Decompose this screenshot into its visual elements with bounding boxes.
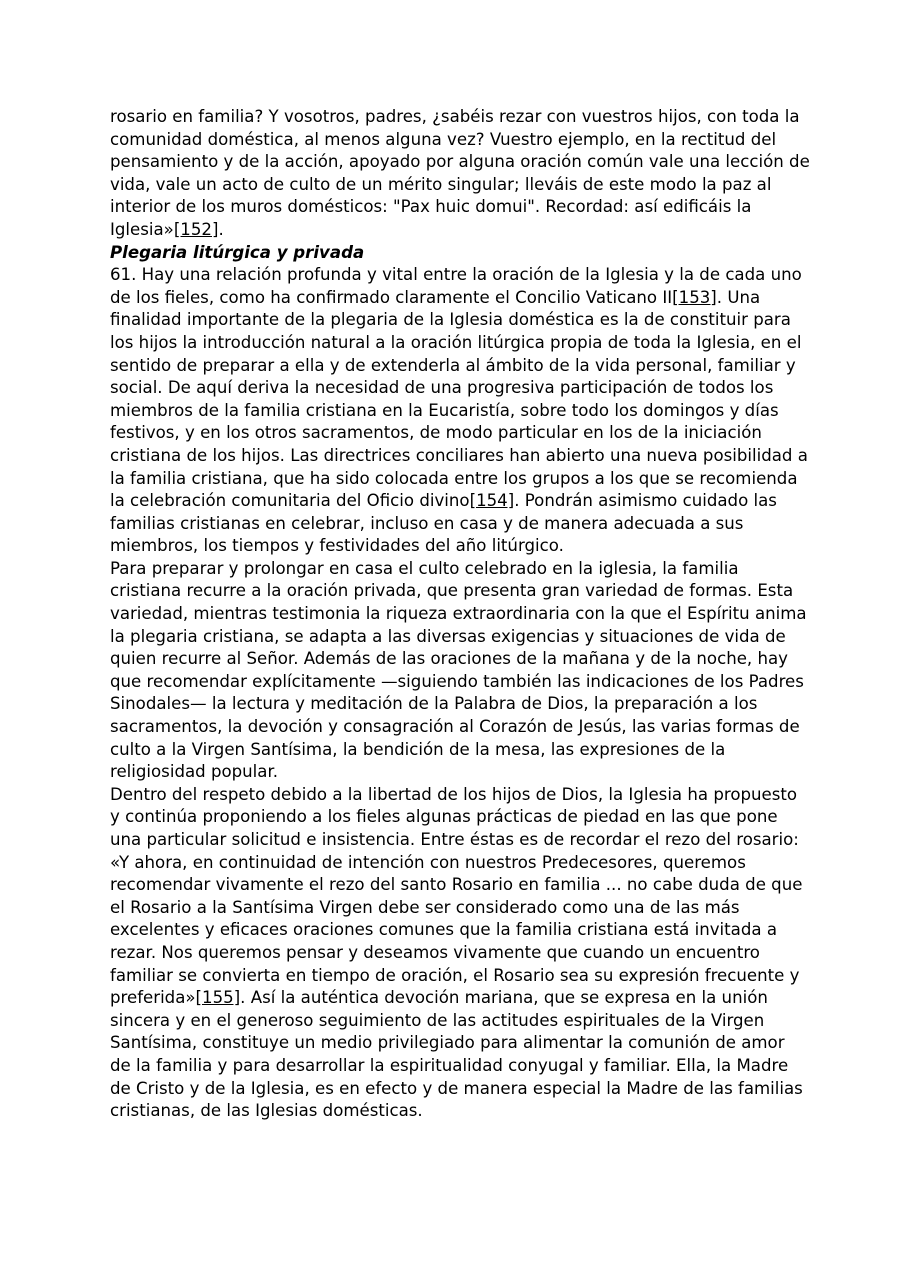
paragraph-text: . Pondrán asimismo cuidado las familias cristianas en celebrar, incluso en casa y de manera adecuada a sus miembros, los tiempos y festividades del año litúrgico. xyxy=(110,491,777,556)
footnote-link-153[interactable]: [153] xyxy=(672,287,717,307)
paragraph-text: 61. Hay una relación profunda y vital entre la oración de la Iglesia y la de cada uno de los fieles, como ha confirmado claramente el Concilio Vaticano II xyxy=(110,265,802,307)
paragraph-private-prayer xyxy=(110,558,810,784)
paragraph-text: Dentro del respeto debido a la libertad de los hijos de Dios, la Iglesia ha propuesto y continúa proponiendo a los fieles algunas prácticas de piedad en las que pone una particular solicitud e insistencia. Entre éstas es de recordar el rezo del rosario: «Y ahora, en continuidad de intención con nuestros Predecesores, queremos recomendar vivamente el rezo del santo Rosario en familia ... no cabe duda de que el Rosario a la Santísima Virgen debe ser considerado como una de las más excelentes y eficaces oraciones comunes que la familia cristiana está invitada a rezar. Nos queremos pensar y deseamos vivamente que cuando un encuentro familiar se convierta en tiempo de oración, el Rosario sea su expresión frecuente y preferida» xyxy=(110,784,803,1008)
paragraph-text: . Así la auténtica devoción mariana, que se expresa en la unión sincera y en el generoso seguimiento de las actitudes espirituales de la Virgen Santísima, constituye un medio privilegiado para alimentar la comunión de amor de la familia y para desarrollar la espiritualidad conyugal y familiar. Ella, la Madre de Cristo y de la Iglesia, es en efecto y de manera especial la Madre de las familias cristianas, de las Iglesias domésticas. xyxy=(110,988,803,1121)
paragraph-rosary-family xyxy=(110,106,810,242)
paragraph-text: rosario en familia? Y vosotros, padres, ¿sabéis rezar con vuestros hijos, con toda la comunidad doméstica, al menos alguna vez? Vuestro ejemplo, en la rectitud del pensamiento y de la acción, apoyado por alguna oración común vale una lección de vida, vale un acto de culto de un mérito singular; lleváis de este modo la paz al interior de los muros domésticos: "Pax huic domui". Recordad: así edificáis la Iglesia» xyxy=(110,107,810,239)
paragraph-text: . Una finalidad importante de la plegaria de la Iglesia doméstica es la de constituir para los hijos la introducción natural a la oración litúrgica propia de toda la Iglesia, en el sentido de preparar a ella y de extenderla al ámbito de la vida personal, familiar y social. De aquí deriva la necesidad de una progresiva participación de todos los miembros de la familia cristiana en la Eucaristía, sobre todo los domingos y días festivos, y en los otros sacramentos, de modo particular en los de la iniciación cristiana de los hijos. Las directrices conciliares han abierto una nueva posibilidad a la familia cristiana, que ha sido colocada entre los grupos a los que se recomienda la celebración comunitaria del Oficio divino xyxy=(110,287,808,511)
document-page xyxy=(110,106,810,1123)
section-heading: Plegaria litúrgica y privada xyxy=(110,242,365,262)
paragraph-rosary-devotion xyxy=(110,784,810,1123)
paragraph-61 xyxy=(110,264,810,558)
footnote-link-152[interactable]: [152] xyxy=(173,219,219,239)
footnote-link-155[interactable]: [155] xyxy=(195,988,241,1008)
paragraph-text: . xyxy=(218,219,224,239)
paragraph-text: Para preparar y prolongar en casa el culto celebrado en la iglesia, la familia cristiana recurre a la oración privada, que presenta gran variedad de formas. Esta variedad, mientras testimonia la riqueza extraordinaria con la que el Espíritu anima la plegaria cristiana, se adapta a las diversas exigencias y situaciones de vida de quien recurre al Señor. Además de las oraciones de la mañana y de la noche, hay que recomendar explícitamente —siguiendo también las indicaciones de los Padres Sinodales— la lectura y meditación de la Palabra de Dios, la preparación a los sacramentos, la devoción y consagración al Corazón de Jesús, las varias formas de culto a la Virgen Santísima, la bendición de la mesa, las expresiones de la religiosidad popular. xyxy=(110,558,807,782)
footnote-link-154[interactable]: [154] xyxy=(469,491,515,511)
